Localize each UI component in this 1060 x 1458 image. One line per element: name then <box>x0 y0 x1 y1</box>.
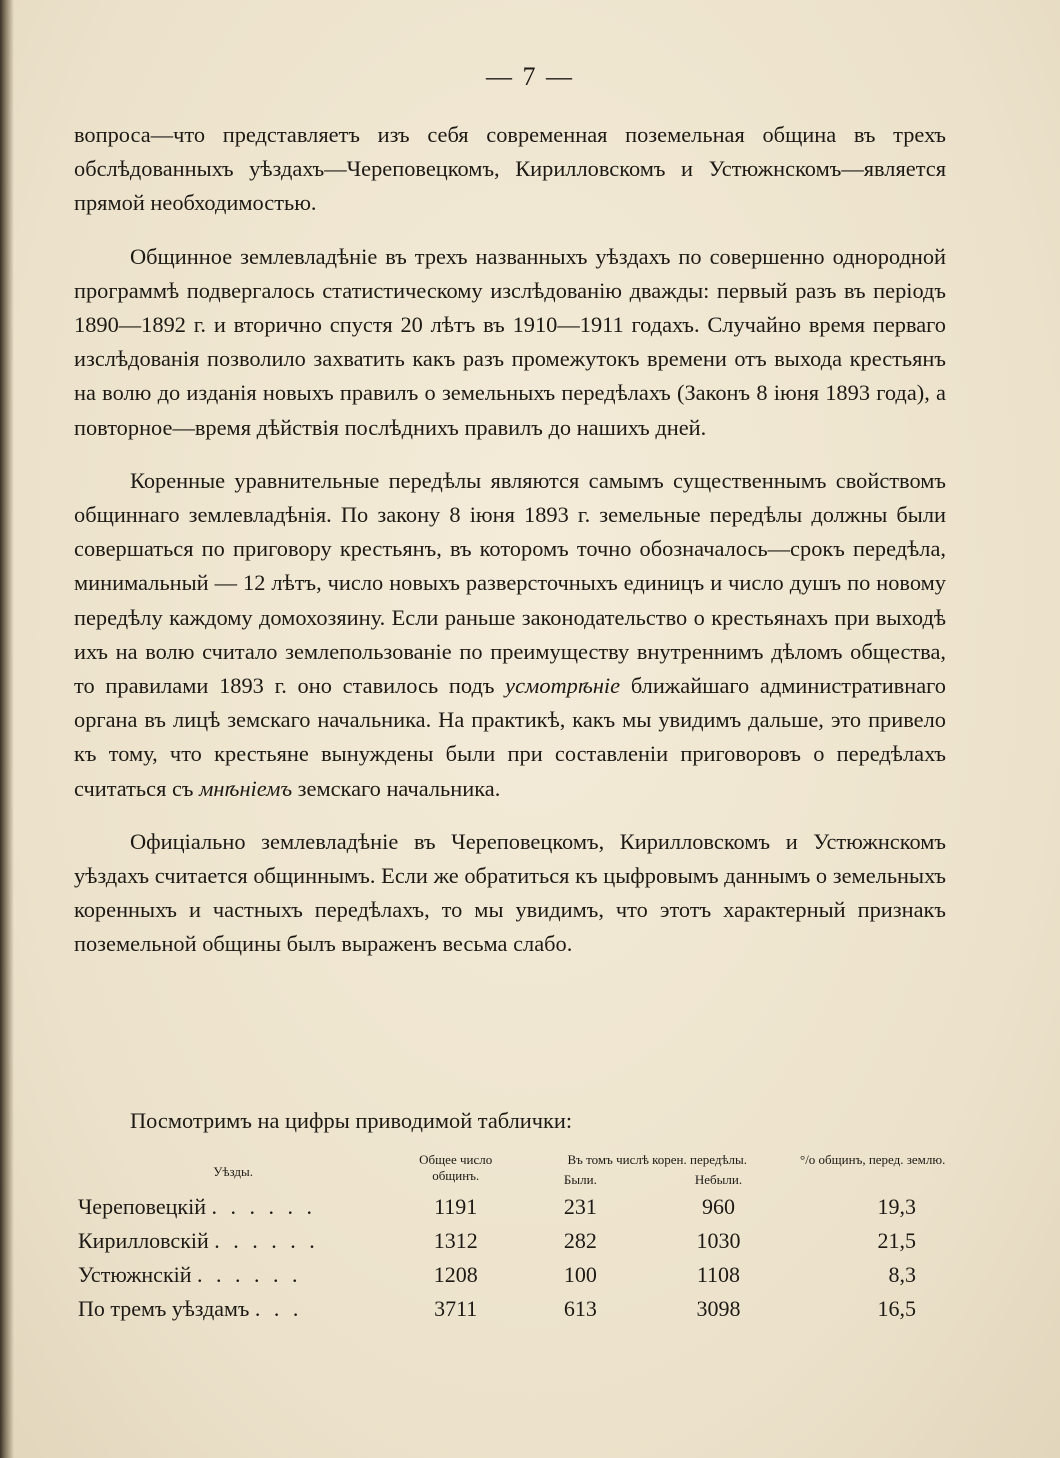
table-row <box>74 1292 950 1326</box>
paragraph-3 <box>74 464 946 806</box>
table-row <box>74 1258 950 1292</box>
header-group: Въ томъ числѣ корен. передѣлы. <box>567 1152 747 1167</box>
paragraph-1: вопроса—что представляетъ изъ себя современная поземельная община въ трехъ обслѣдованныхъ уѣздахъ—Череповецкомъ, Кирилловскомъ и Устюжнскомъ—является прямой необходимостью. <box>74 122 946 216</box>
cell-were: 231 <box>563 1194 597 1219</box>
table-row <box>74 1224 950 1258</box>
table-header-row <box>74 1150 950 1170</box>
cell-percent: 21,5 <box>877 1228 916 1253</box>
italic-term-1: усмотрѣніе <box>505 673 621 699</box>
county-name: Череповецкій <box>78 1194 206 1219</box>
page-number: — 7 — <box>486 62 574 91</box>
table-intro: Посмотримъ на цифры приводимой таблички : <box>130 1108 572 1134</box>
county-name: Устюжнскій <box>78 1262 192 1287</box>
body-text <box>74 118 946 962</box>
cell-total: 1312 <box>433 1228 478 1253</box>
leader-dots: . . . . . . <box>211 1194 316 1219</box>
paragraph-4: Офиціально землевладѣніе въ Череповецкомъ, Кирилловскомъ и Устюжнскомъ уѣздахъ считается общиннымъ. Если же обратиться къ цыфровымъ даннымъ о земельныхъ коренныхъ и частныхъ передѣлахъ, то мы увидимъ, что этотъ характерный признакъ поземельной общины былъ выраженъ весьма слабо. <box>74 828 946 957</box>
header-were-not: Небыли. <box>694 1172 743 1187</box>
leader-dots: . . . <box>254 1296 303 1321</box>
paragraph-3-part-3: земскаго начальника. <box>292 775 501 801</box>
cell-total: 1208 <box>433 1262 478 1287</box>
cell-were-not: 1108 <box>696 1262 741 1287</box>
italic-term-2: мнѣніемъ <box>199 775 293 801</box>
cell-total: 3711 <box>434 1296 478 1321</box>
cell-were: 613 <box>563 1296 597 1321</box>
header-county: Уѣзды. <box>213 1164 253 1179</box>
header-percent: °/о общинъ, перед. землю. <box>800 1152 946 1167</box>
county-name: Кирилловскій <box>78 1228 209 1253</box>
cell-percent: 16,5 <box>877 1296 916 1321</box>
cell-were: 100 <box>563 1262 597 1287</box>
leader-dots: . . . . . . <box>214 1228 319 1253</box>
cell-percent: 8,3 <box>888 1262 916 1287</box>
cell-percent: 19,3 <box>877 1194 916 1219</box>
statistics-table <box>74 1150 950 1326</box>
paragraph-2: Общинное землевладѣніе въ трехъ названныхъ уѣздахъ по совершенно однородной программѣ подвергалось статистическому изслѣдованію дважды: первый разъ въ періодъ 1890—1892 г. и вторично спустя 20 лѣтъ въ 1910—1911 годахъ. Случайно время перваго изслѣдованія позволило захватить какъ разъ промежутокъ времени отъ выхода крестьянъ на волю до изданія новыхъ правилъ о земельныхъ передѣлахъ (Законъ 8 іюня 1893 года), а повторное—время дѣйствія послѣднихъ правилъ до нашихъ дней. <box>74 243 946 440</box>
paragraph-3-part-1: Коренные уравнительные передѣлы являются самымъ существеннымъ свойствомъ общиннаго землевладѣнія. По закону 8 іюня 1893 г. земельные передѣлы должны были совершаться по приговору крестьянъ, въ которомъ точно обозначалось—срокъ передѣла, минимальный — 12 лѣтъ, число новыхъ разверсточныхъ единицъ и число душъ по новому передѣлу каждому домохозяину. Если раньше законодательство о крестьянахъ при выходѣ ихъ на волю считало землепользованіе по преимуществу внутреннимъ дѣломъ общества, то правилами 1893 г. оно ставилось подъ <box>74 467 946 699</box>
cell-were-not: 3098 <box>696 1296 741 1321</box>
table-row <box>74 1190 950 1224</box>
cell-total: 1191 <box>434 1194 478 1219</box>
cell-were-not: 960 <box>701 1194 735 1219</box>
header-were: Были. <box>563 1172 597 1187</box>
row-county-name <box>74 1190 392 1224</box>
cell-were: 282 <box>563 1228 597 1253</box>
row-county-name <box>74 1258 392 1292</box>
cell-were-not: 1030 <box>696 1228 741 1253</box>
row-county-name <box>74 1292 392 1326</box>
header-total: Общее число общинъ. <box>419 1152 493 1183</box>
binding-edge <box>0 0 14 1458</box>
leader-dots: . . . . . . <box>197 1262 302 1287</box>
county-name: По тремъ уѣздамъ <box>78 1296 250 1321</box>
paragraph-3-part-2: ближайшаго административнаго органа въ лицѣ земскаго начальника. На практикѣ, какъ мы увидимъ дальше, это привело къ тому, что крестьяне вынуждены были при составленіи приговоровъ о передѣлахъ считаться съ <box>74 673 946 801</box>
row-county-name <box>74 1224 392 1258</box>
